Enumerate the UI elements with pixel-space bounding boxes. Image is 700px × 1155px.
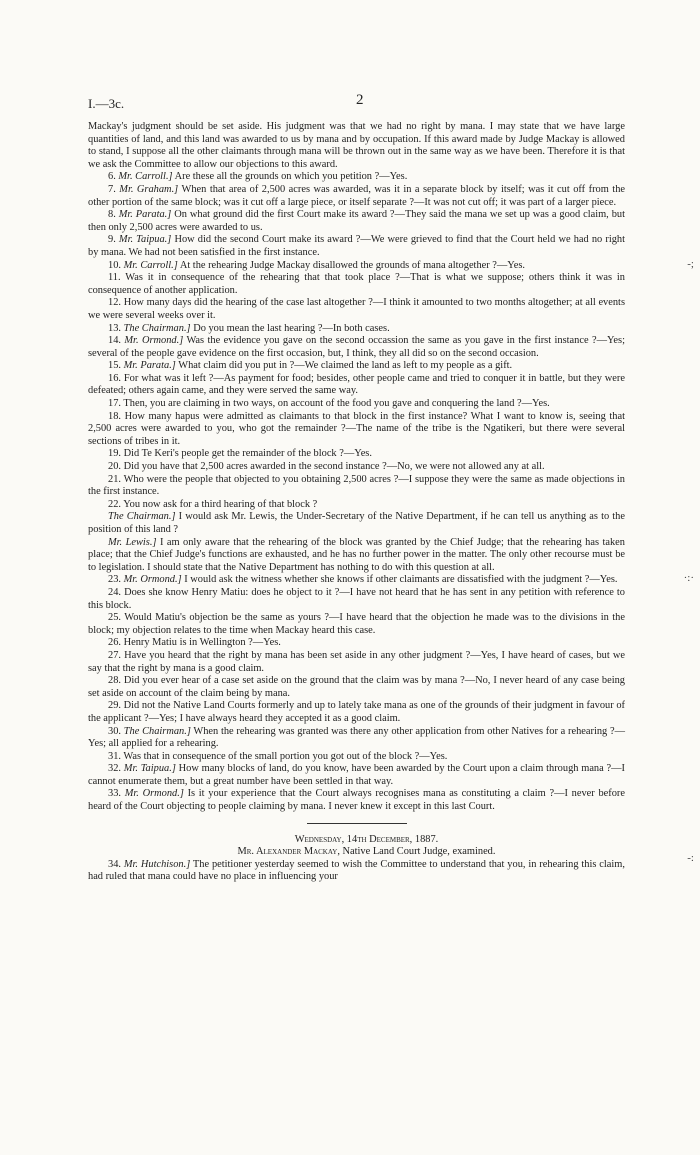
question-text: How many blocks of land, do you know, have been awarded by the Court upon a claim through mana ?—I cannot enumerate them, but a great number have been settled in that way. — [88, 763, 625, 787]
page-body — [88, 121, 625, 884]
witness-name: Mr. Alexander Mackay — [237, 846, 338, 858]
question-text: Did you have that 2,500 acres awarded in the second instance ?—No, we were not allowed any at all. — [123, 461, 545, 473]
question-number: 31. — [108, 750, 121, 762]
question-text: Did you ever hear of a case set aside on the ground that the claim was by mana ?—No, I never heard of any case being set aside on account of the claim being by mana. — [88, 675, 625, 699]
question-number: 32. — [108, 763, 121, 775]
question-number: 23. — [108, 574, 121, 586]
page-number: 2 — [356, 92, 364, 108]
qa-paragraph — [88, 700, 625, 725]
question-text: I would ask the witness whether she knows if other claimants are dissatisfied with the judgment ?—Yes. — [181, 574, 618, 586]
qa-paragraph — [88, 726, 625, 751]
speaker-name: Mr. Parata.] — [123, 360, 176, 372]
qa-paragraph — [88, 788, 625, 813]
question-text: Did not the Native Land Courts formerly and up to lately take mana as one of the grounds of their judgment in favour of the applicant ?—Yes; I have always heard they accepted it as a good claim. — [88, 700, 625, 724]
qa-paragraph — [88, 675, 625, 700]
question-text: I would ask Mr. Lewis, the Under-Secretary of the Native Department, if he can tell us anything as to the position of this land ? — [88, 511, 625, 535]
qa-paragraph — [88, 209, 625, 234]
intro-paragraph: Mackay's judgment should be set aside. His judgment was that we had no right by mana. I may state that we have large quantities of land, and this land was awarded to us by mana and by occupation. If this award made by Judge Mackay is allowed to stand, I suppose all the other claimants through mana will be thrown out in the same way as we have been. Therefore it is that we ask the Committee to allow our objections to this award. — [88, 121, 625, 170]
question-number: 34. — [108, 858, 121, 870]
question-number: 17. — [108, 398, 121, 410]
question-number: 11. — [108, 272, 121, 284]
question-number: 25. — [108, 612, 121, 624]
question-number: 29. — [108, 700, 121, 712]
question-number: 33. — [108, 788, 121, 800]
qa-paragraph — [88, 537, 625, 575]
margin-mark: ·:· — [683, 572, 694, 584]
question-number: 6. — [108, 171, 116, 183]
question-text: Was that in consequence of the small portion you got out of the block ?—Yes. — [123, 750, 448, 762]
question-text: How did the second Court make its award ?—We were grieved to find that the Court held we had no right by mana. We had not been satisfied in the first instance. — [88, 234, 625, 258]
question-text: Then, you are claiming in two ways, on account of the food you gave and conquering the land ?—Yes. — [123, 398, 550, 410]
question-text: Does she know Henry Matiu: does he object to it ?—I have not heard that he has sent in any petition with reference to this block. — [88, 586, 625, 611]
speaker-name: Mr. Parata.] — [118, 209, 172, 221]
question-text: Was it in consequence of the rehearing that that took place ?—That is what we suppose; others think it was in consequence of another application. — [88, 272, 625, 296]
qa-paragraph — [88, 398, 625, 411]
speaker-name: Mr. Ormond.] — [124, 335, 184, 347]
question-number: 22. — [108, 498, 121, 510]
qa-paragraph — [88, 234, 625, 259]
speaker-name: The Chairman.] — [123, 725, 191, 737]
witness-heading — [88, 846, 625, 859]
question-text: Who were the people that objected to you obtaining 2,500 acres ?—I suppose they were the same as made objections in the first instance. — [88, 473, 625, 498]
qa-paragraph — [88, 335, 625, 360]
question-text: Are these all the grounds on which you petition ?—Yes. — [172, 171, 408, 183]
qa-paragraph — [88, 751, 625, 764]
question-number: 16. — [108, 372, 121, 384]
qa-paragraph — [88, 650, 625, 675]
speaker-name: Mr. Taipua.] — [123, 763, 176, 775]
question-text: Have you heard that the right by mana has been set aside in any other judgment ?—Yes, I have heard of cases, but we say that the right by mana is a good claim. — [88, 649, 625, 674]
qa-paragraph — [88, 637, 625, 650]
speaker-name: Mr. Carroll.] — [118, 171, 173, 183]
qa-paragraph — [88, 411, 625, 449]
qa-paragraph — [88, 260, 625, 273]
qa-paragraph — [88, 612, 625, 637]
question-text: The petitioner yesterday seemed to wish the Committee to understand that you, in rehearing this claim, had ruled that mana could have no place in influencing your — [88, 858, 625, 883]
question-answer-list — [88, 171, 625, 813]
qa-paragraph — [88, 171, 625, 184]
question-number: 18. — [108, 410, 121, 422]
question-number: 8. — [108, 209, 116, 221]
speaker-name: Mr. Lewis.] — [108, 536, 157, 548]
question-text: For what was it left ?—As payment for food; besides, other people came and tried to conquer it in battle, but they were defeated; others again came, and they were served the same way. — [88, 372, 625, 397]
speaker-name: Mr. Ormond.] — [124, 788, 184, 800]
qa-paragraph — [88, 448, 625, 461]
qa-paragraph — [88, 763, 625, 788]
question-number: 20. — [108, 461, 121, 473]
witness-role: , Native Land Court Judge, examined. — [337, 846, 496, 858]
qa-paragraph — [88, 461, 625, 474]
section-divider — [307, 823, 407, 824]
qa-paragraph — [88, 323, 625, 336]
question-text: Henry Matiu is in Wellington ?—Yes. — [123, 637, 281, 649]
question-text: Would Matiu's objection be the same as yours ?—I have heard that the objection he made was to the divisions in the block; my objection relates to the time when Mackay heard this case. — [88, 612, 625, 636]
question-text: When that area of 2,500 acres was awarded, was it in a separate block by itself; was it cut off from the other portion of the same block; was it cut off a large piece, or itself separate ?—It was not cut off; it was part of a larger piece. — [88, 183, 625, 208]
qa-paragraph — [88, 184, 625, 209]
question-number: 10. — [108, 259, 121, 271]
speaker-name: Mr. Hutchison.] — [123, 858, 191, 870]
qa-paragraph — [88, 574, 625, 587]
question-text: Did Te Keri's people get the remainder of the block ?—Yes. — [123, 448, 372, 460]
page-header — [88, 92, 618, 116]
question-text: On what ground did the first Court make its award ?—They said the mana we set up was a good claim, but then only 2,500 acres were awarded to us. — [88, 209, 625, 233]
question-text: Do you mean the last hearing ?—In both cases. — [190, 322, 390, 334]
speaker-name: Mr. Ormond.] — [123, 574, 182, 586]
question-number: 14. — [108, 335, 121, 347]
speaker-name: The Chairman.] — [123, 322, 191, 334]
question-number: 21. — [108, 473, 121, 485]
question-text: I am only aware that the rehearing of the block was granted by the Chief Judge; that the rehearing has taken place; that the Chief Judge's functions are exhausted, and he has no further power in the matter. The only other recourse must be to legislation. I should state that the Native Department has nothing to do with this question at all. — [88, 536, 625, 573]
session-date: Wednesday, 14th December, 1887. — [294, 833, 439, 845]
speaker-name: Mr. Taipua.] — [118, 234, 172, 246]
margin-mark: -: — [687, 852, 694, 864]
question-text: Was the evidence you gave on the second occassion the same as you gave in the first instance ?—Yes; several of the people gave evidence on the first occasion, but, I think, they all did so on the second occasion. — [88, 335, 625, 359]
question-text: How many hapus were admitted as claimants to that block in the first instance? What I want to know is, seeing that 2,500 acres were awarded to you, who got the remainder ?—The name of the tribe is the Ngatikeri, but there were several sections of tribes in it. — [88, 410, 625, 447]
question-text: How many days did the hearing of the case last altogether ?—I think it amounted to two months altogether; at all events we were several weeks over it. — [88, 297, 625, 321]
question-number: 27. — [108, 649, 121, 661]
question-text: When the rehearing was granted was there any other application from other Natives for a rehearing ?—Yes; all applied for a rehearing. — [88, 725, 625, 750]
question-number: 19. — [108, 448, 121, 460]
question-number: 9. — [108, 234, 116, 246]
margin-mark: -; — [687, 258, 694, 270]
question-number: 24. — [108, 586, 121, 598]
speaker-name: The Chairman.] — [108, 511, 176, 523]
question-number: 28. — [108, 675, 121, 687]
qa-paragraph — [88, 360, 625, 373]
question-number: 15. — [108, 360, 121, 372]
question-number: 7. — [108, 183, 116, 195]
question-text: Is it your experience that the Court always recognises mana as constituting a claim ?—I never before heard of the Court objecting to people claiming by mana. I never knew it except in this last Court. — [88, 788, 625, 813]
question-number: 12. — [108, 297, 121, 309]
document-reference: I.—3c. — [88, 96, 125, 111]
qa-paragraph — [88, 297, 625, 322]
qa-paragraph — [88, 511, 625, 536]
question-text: What claim did you put in ?—We claimed the land as left to my people as a gift. — [175, 360, 513, 372]
speaker-name: Mr. Graham.] — [119, 183, 179, 195]
qa-paragraph — [88, 474, 625, 499]
closing-paragraph — [88, 859, 625, 884]
qa-paragraph — [88, 272, 625, 297]
question-number: 26. — [108, 637, 121, 649]
qa-paragraph — [88, 499, 625, 512]
question-number: 13. — [108, 322, 121, 334]
question-text: At the rehearing Judge Mackay disallowed the grounds of mana altogether ?—Yes. — [177, 259, 526, 271]
speaker-name: Mr. Carroll.] — [123, 259, 178, 271]
qa-paragraph — [88, 587, 625, 612]
qa-paragraph — [88, 373, 625, 398]
question-number: 30. — [108, 725, 121, 737]
question-text: You now ask for a third hearing of that block ? — [123, 498, 318, 510]
